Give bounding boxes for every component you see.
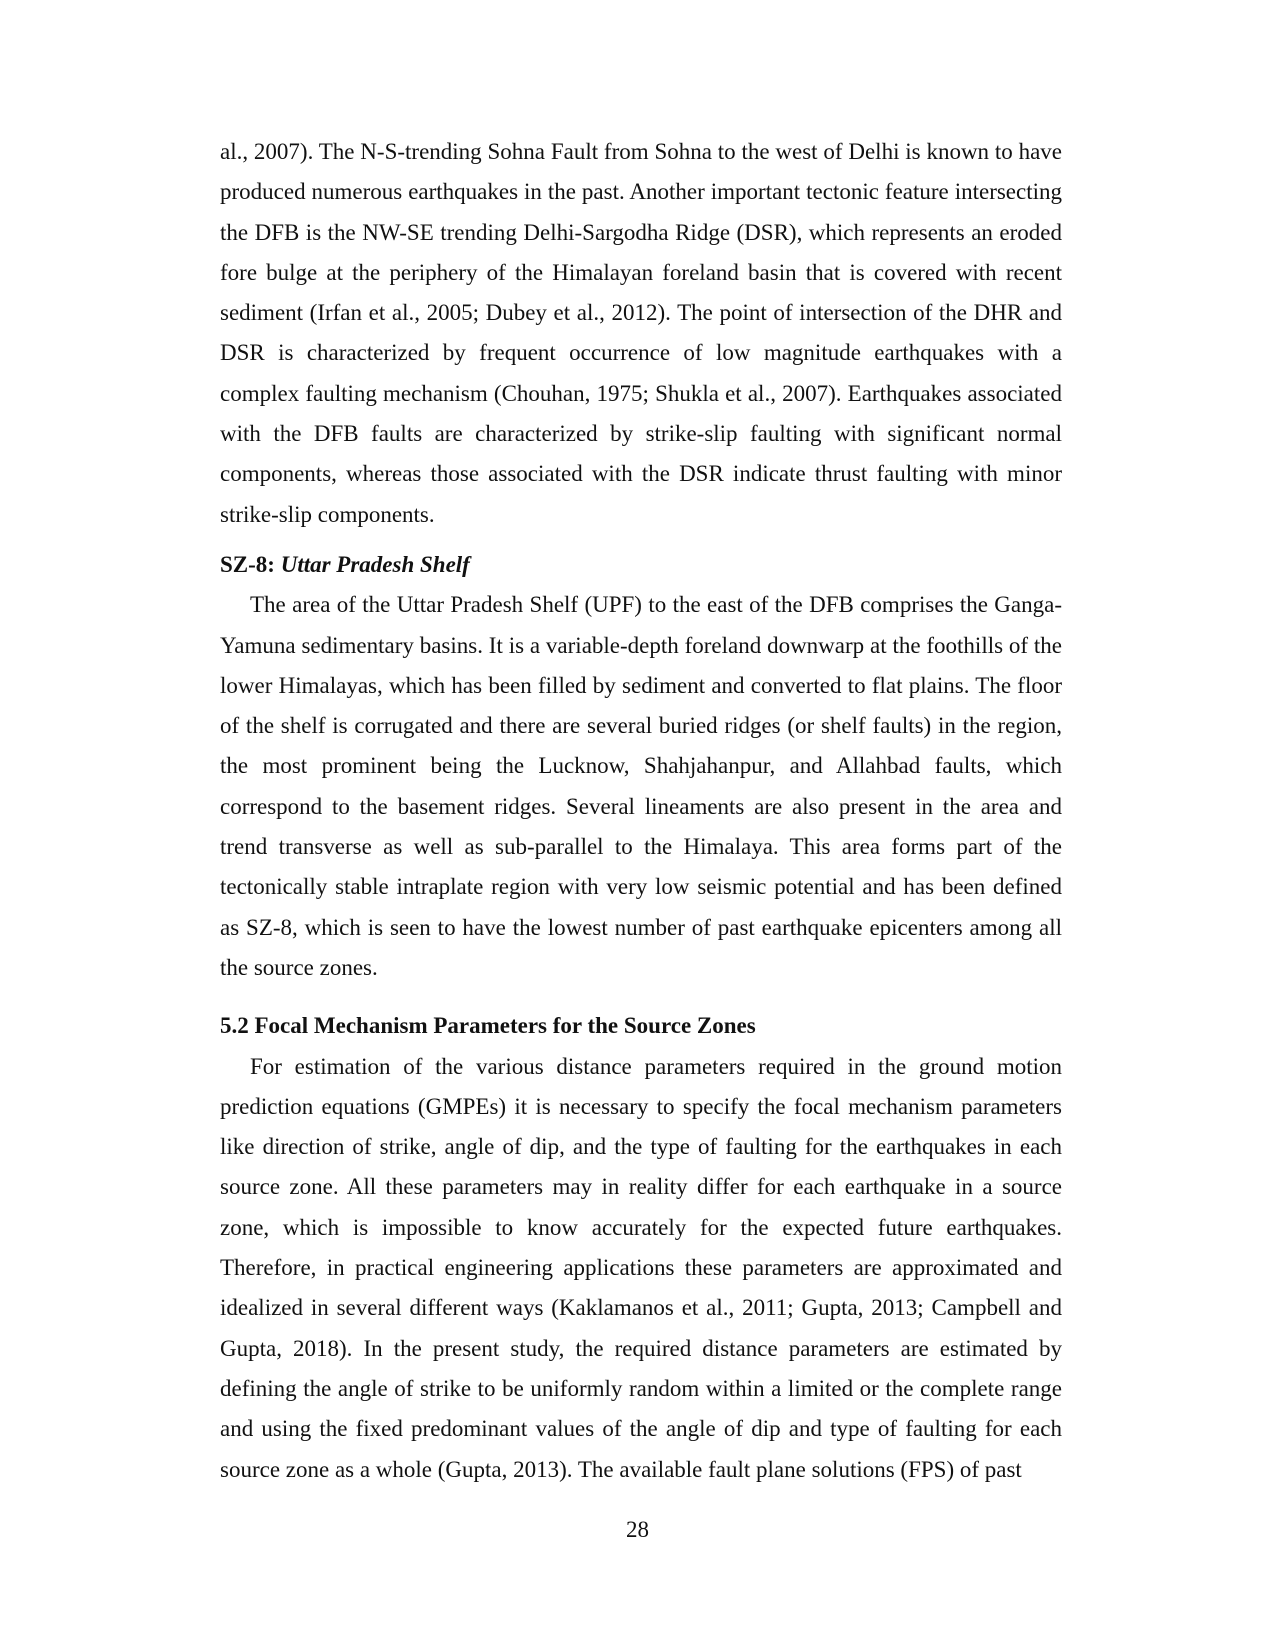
page-number: 28 xyxy=(626,1517,649,1542)
body-paragraph: For estimation of the various distance parameters required in the ground motion prediction equations (GMPEs) it is necessary to specify the focal mechanism parameters like direction of strike, angle of dip, and the type of faulting for the earthquakes in each source zone. All these parameters may in reality differ for each earthquake in a source zone, which is impossible to know accurately for the expected future earthquakes. Therefore, in practical engineering applications these parameters are approximated and idealized in several different ways (Kaklamanos et al., 2011; Gupta, 2013; Campbell and Gupta, 2018). In the present study, the required distance parameters are estimated by defining the angle of strike to be uniformly random within a limited or the complete range and using the fixed predominant values of the angle of dip and type of faulting for each source zone as a whole (Gupta, 2013). The available fault plane solutions (FPS) of past xyxy=(220,1053,1062,1482)
subsection-heading-title: Uttar Pradesh Shelf xyxy=(280,551,470,577)
page-body xyxy=(220,132,1062,1490)
body-paragraph: al., 2007). The N-S-trending Sohna Fault from Sohna to the west of Delhi is known to have produced numerous earthquakes in the past. Another important tectonic feature intersecting the DFB is the NW-SE trending Delhi-Sargodha Ridge (DSR), which represents an eroded fore bulge at the periphery of the Himalayan foreland basin that is covered with recent sediment (Irfan et al., 2005; Dubey et al., 2012). The point of intersection of the DHR and DSR is characterized by frequent occurrence of low magnitude earthquakes with a complex faulting mechanism (Chouhan, 1975; Shukla et al., 2007). Earthquakes associated with the DFB faults are characterized by strike-slip faulting with significant normal components, whereas those associated with the DSR indicate thrust faulting with minor strike-slip components. xyxy=(220,139,1062,527)
section-heading: 5.2 Focal Mechanism Parameters for the Source Zones xyxy=(220,1013,756,1039)
subsection-heading-prefix: SZ-8: xyxy=(220,551,275,577)
subsection-heading xyxy=(220,545,1062,585)
body-paragraph: The area of the Uttar Pradesh Shelf (UPF) to the east of the DFB comprises the Ganga-Yamuna sedimentary basins. It is a variable-depth foreland downwarp at the foothills of the lower Himalayas, which has been filled by sediment and converted to flat plains. The floor of the shelf is corrugated and there are several buried ridges (or shelf faults) in the region, the most prominent being the Lucknow, Shahjahanpur, and Allahbad faults, which correspond to the basement ridges. Several lineaments are also present in the area and trend transverse as well as sub-parallel to the Himalaya. This area forms part of the tectonically stable intraplate region with very low seismic potential and has been defined as SZ-8, which is seen to have the lowest number of past earthquake epicenters among all the source zones. xyxy=(220,592,1062,980)
